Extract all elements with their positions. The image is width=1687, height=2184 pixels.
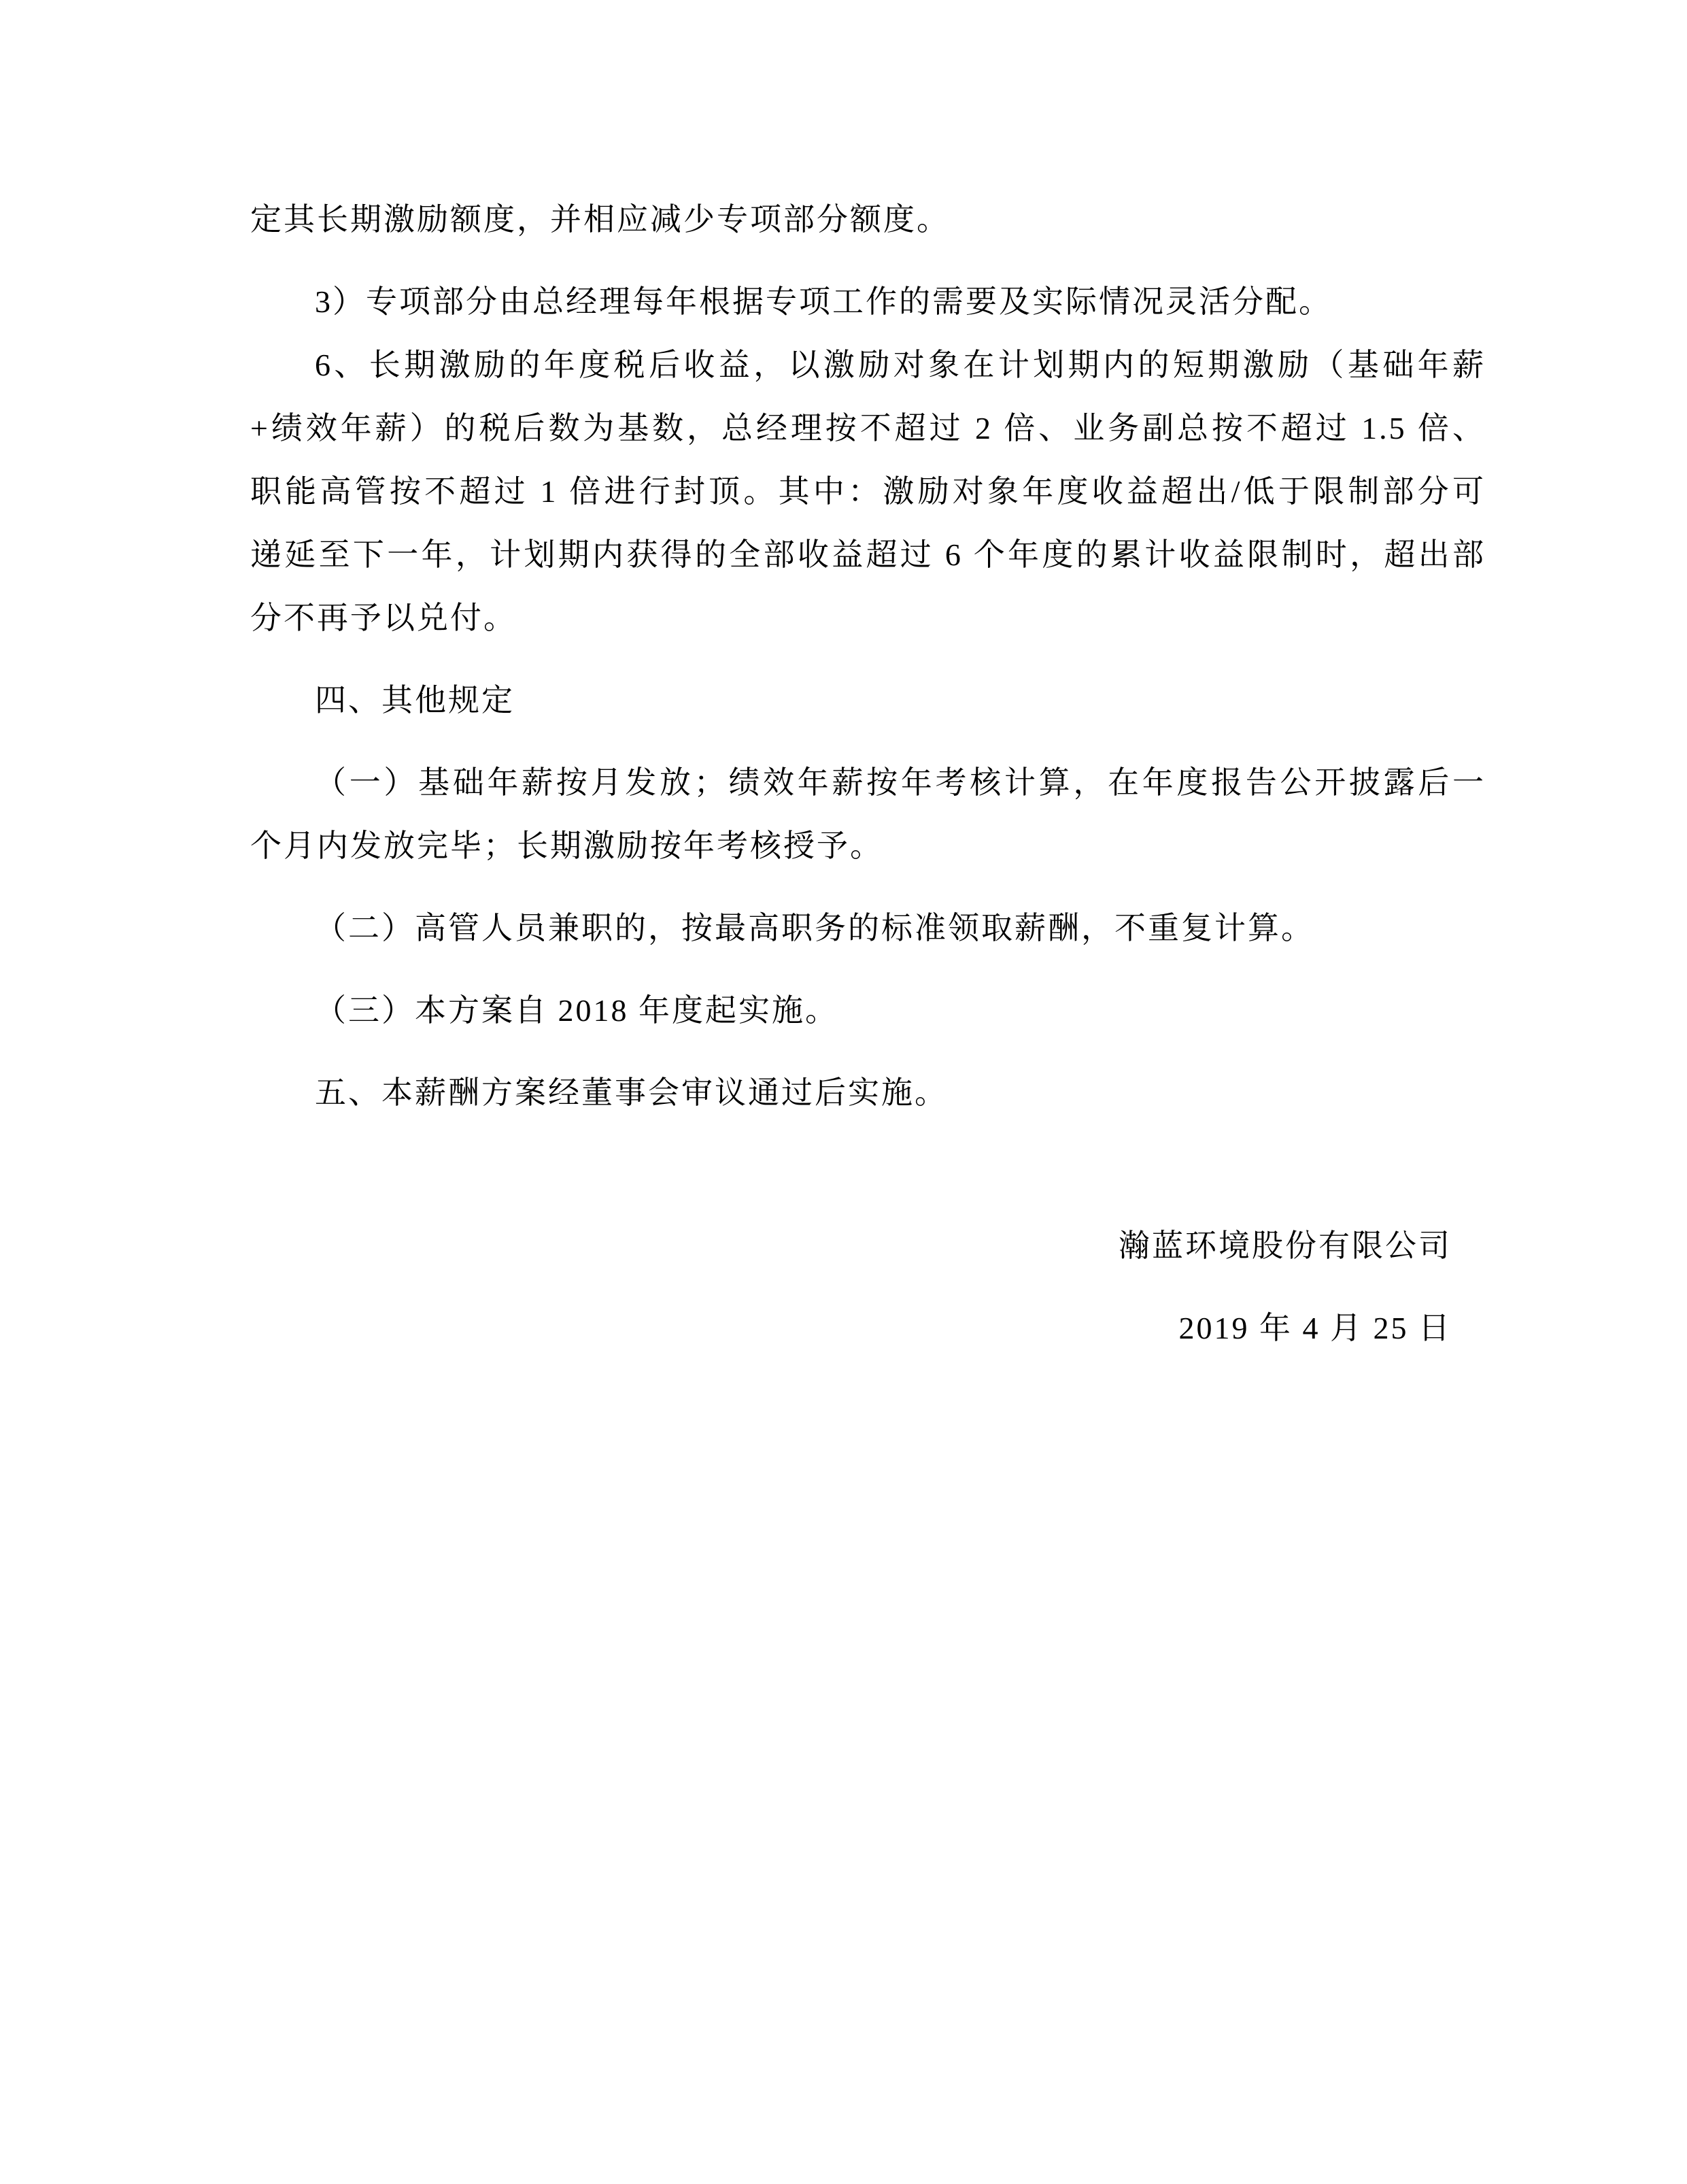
body-lines bbox=[250, 188, 1486, 1124]
text-line: +绩效年薪）的税后数为基数，总经理按不超过 2 倍、业务副总按不超过 1.5 倍、 bbox=[250, 411, 1486, 446]
signature-date: 2019 年 4 月 25 日 bbox=[1178, 1311, 1452, 1345]
signature-company: 瀚蓝环境股份有限公司 bbox=[1119, 1228, 1452, 1263]
text-line: （二）高管人员兼职的，按最高职务的标准领取薪酬，不重复计算。 bbox=[315, 911, 1314, 945]
text-line: 定其长期激励额度，并相应减少专项部分额度。 bbox=[250, 202, 950, 237]
text-line: 五、本薪酬方案经董事会审议通过后实施。 bbox=[315, 1075, 948, 1110]
text-line: （一）基础年薪按月发放；绩效年薪按年考核计算，在年度报告公开披露后一 bbox=[315, 765, 1486, 800]
text-line: 职能高管按不超过 1 倍进行封顶。其中：激励对象年度收益超出/低于限制部分可 bbox=[250, 474, 1486, 509]
text-line: 分不再予以兑付。 bbox=[250, 601, 517, 635]
text-line: 递延至下一年，计划期内获得的全部收益超过 6 个年度的累计收益限制时，超出部 bbox=[250, 537, 1486, 572]
text-line: 四、其他规定 bbox=[315, 683, 515, 718]
text-line: （三）本方案自 2018 年度起实施。 bbox=[315, 993, 838, 1028]
text-line: 6、长期激励的年度税后收益，以激励对象在计划期内的短期激励（基础年薪 bbox=[315, 348, 1486, 382]
text-line: 3）专项部分由总经理每年根据专项工作的需要及实际情况灵活分配。 bbox=[315, 284, 1332, 319]
text-line: 个月内发放完毕；长期激励按年考核授予。 bbox=[250, 828, 883, 863]
document-body bbox=[250, 188, 1486, 1360]
